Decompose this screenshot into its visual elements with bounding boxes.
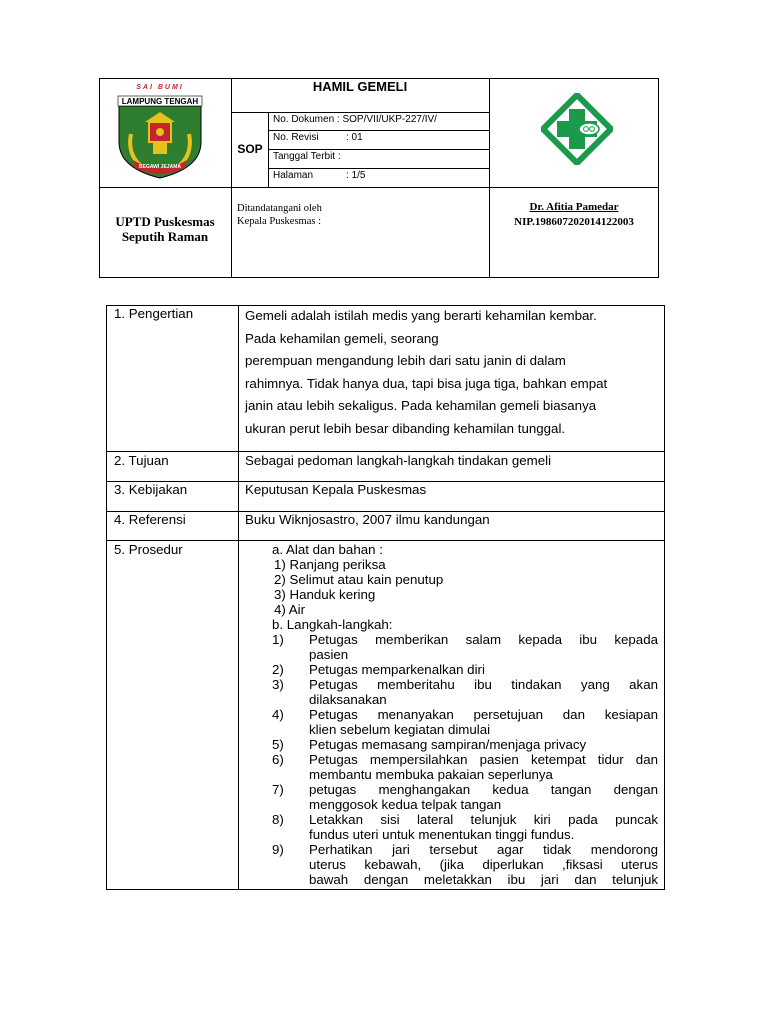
signed-by-line1: Ditandatangani oleh (237, 203, 322, 214)
step-number: 8) (272, 812, 284, 827)
step-item (272, 842, 658, 887)
meta-halaman-label: Halaman (273, 170, 314, 181)
step-number: 1) (272, 632, 284, 647)
meta-revisi-value: : 01 (346, 132, 363, 143)
step-line: Perhatikan jari tersebut agar tidak mendorong (309, 842, 658, 857)
step-number: 2) (272, 662, 284, 677)
step-item (272, 812, 658, 842)
alat-item: 1) Ranjang periksa (274, 557, 386, 572)
pengertian-line: Gemeli adalah istilah medis yang berarti kehamilan kembar. (245, 308, 597, 323)
puskesmas-cross-icon (541, 93, 613, 165)
meta-line (268, 149, 489, 150)
alat-item: 3) Handuk kering (274, 587, 376, 602)
pengertian-line: janin atau lebih sekaligus. Pada kehamilan gemeli biasanya (245, 398, 597, 413)
kebijakan-text: Keputusan Kepala Puskesmas (245, 482, 427, 497)
pengertian-line: rahimnya. Tidak hanya dua, tapi bisa juga tiga, bahkan empat (245, 375, 608, 391)
logo-ribbon: BEGAWI JEJAMA (139, 164, 181, 170)
meta-revisi-label: No. Revisi (273, 132, 319, 143)
logo-motto: SAI BUMI (136, 84, 184, 91)
step-number: 4) (272, 707, 284, 722)
meta-line (268, 130, 489, 131)
step-number: 3) (272, 677, 284, 692)
step-line: bawah dengan meletakkan ibu jari dan telunjuk (309, 872, 658, 887)
label-tujuan: 2. Tujuan (114, 453, 169, 468)
meta-halaman-value: : 1/5 (346, 170, 366, 181)
puskesmas-logo (541, 93, 613, 165)
step-line: klien sebelum kegiatan dimulai (309, 722, 491, 737)
signer-name: Dr. Afitia Pamedar (529, 201, 619, 213)
step-item (272, 632, 658, 662)
step-line: Petugas menanyakan persetujuan dan kesiapan (309, 707, 658, 722)
meta-dokumen: No. Dokumen : SOP/VII/UKP-227/IV/ (273, 114, 437, 125)
step-item (272, 737, 658, 752)
row-divider (106, 540, 665, 541)
step-item (272, 752, 658, 782)
alat-item: 4) Air (274, 602, 306, 617)
content-column-divider (238, 305, 239, 890)
step-number: 9) (272, 842, 284, 857)
label-prosedur: 5. Prosedur (114, 542, 183, 557)
step-line: Petugas memparkenalkan diri (309, 662, 485, 677)
label-referensi: 4. Referensi (114, 512, 186, 527)
institution-name-line2: Seputih Raman (121, 229, 209, 244)
step-line: dilaksanakan (309, 692, 387, 707)
signer-nip: NIP.198607202014122003 (514, 216, 634, 228)
step-line: Petugas memberitahu ibu tindakan yang akan (309, 677, 658, 692)
step-number: 5) (272, 737, 284, 752)
label-kebijakan: 3. Kebijakan (114, 482, 188, 497)
step-line: petugas menghangakan kedua tangan dengan (309, 782, 658, 797)
signed-by-line2: Kepala Puskesmas : (237, 216, 321, 227)
pengertian-line: ukuran perut lebih besar dibanding kehamilan tunggal. (245, 420, 566, 436)
langkah-heading: b. Langkah-langkah: (272, 617, 393, 632)
tujuan-text: Sebagai pedoman langkah-langkah tindakan gemeli (245, 453, 552, 468)
document-title: HAMIL GEMELI (312, 79, 408, 94)
alat-heading: a. Alat dan bahan : (272, 542, 383, 557)
meta-terbit: Tanggal Terbit : (273, 151, 341, 162)
alat-item: 2) Selimut atau kain penutup (274, 572, 444, 587)
title-divider (231, 112, 489, 113)
step-item (272, 707, 658, 737)
step-line: membantu membuka pakaian seperlunya (309, 767, 553, 782)
step-line: fundus uteri untuk menentukan tinggi fundus. (309, 827, 575, 842)
step-number: 6) (272, 752, 284, 767)
sop-label: SOP (237, 142, 263, 156)
pengertian-line: perempuan mengandung lebih dari satu janin di dalam (245, 353, 566, 368)
pengertian-line: Pada kehamilan gemeli, seorang (245, 330, 439, 346)
label-pengertian: 1. Pengertian (114, 306, 194, 321)
header-divider-right (489, 78, 490, 278)
header-row-divider (99, 187, 659, 188)
row-divider (106, 451, 665, 452)
step-item (272, 677, 658, 707)
step-line: menggosok kedua telpak tangan (309, 797, 502, 812)
step-line: Petugas memasang sampiran/menjaga privacy (309, 737, 587, 752)
step-number: 7) (272, 782, 284, 797)
step-line: Petugas mempersilahkan pasien ketempat tidur dan (309, 752, 658, 767)
step-item (272, 662, 658, 677)
step-line: pasien (309, 647, 349, 662)
header-divider-left (231, 78, 232, 278)
step-line: Petugas memberikan salam kepada ibu kepada (309, 632, 658, 647)
logo-banner: LAMPUNG TENGAH (121, 97, 199, 106)
referensi-text: Buku Wiknjosastro, 2007 ilmu kandungan (245, 512, 490, 527)
pengertian-text (245, 305, 607, 440)
lampung-tengah-logo (115, 84, 205, 180)
institution-name-line1: UPTD Puskesmas (115, 214, 215, 229)
step-line: uterus kebawah, (jika diperlukan ,fiksasi uterus (309, 857, 658, 872)
step-item (272, 782, 658, 812)
meta-line (268, 168, 489, 169)
step-line: Letakkan sisi lateral telunjuk kiri pada puncak (309, 812, 658, 827)
